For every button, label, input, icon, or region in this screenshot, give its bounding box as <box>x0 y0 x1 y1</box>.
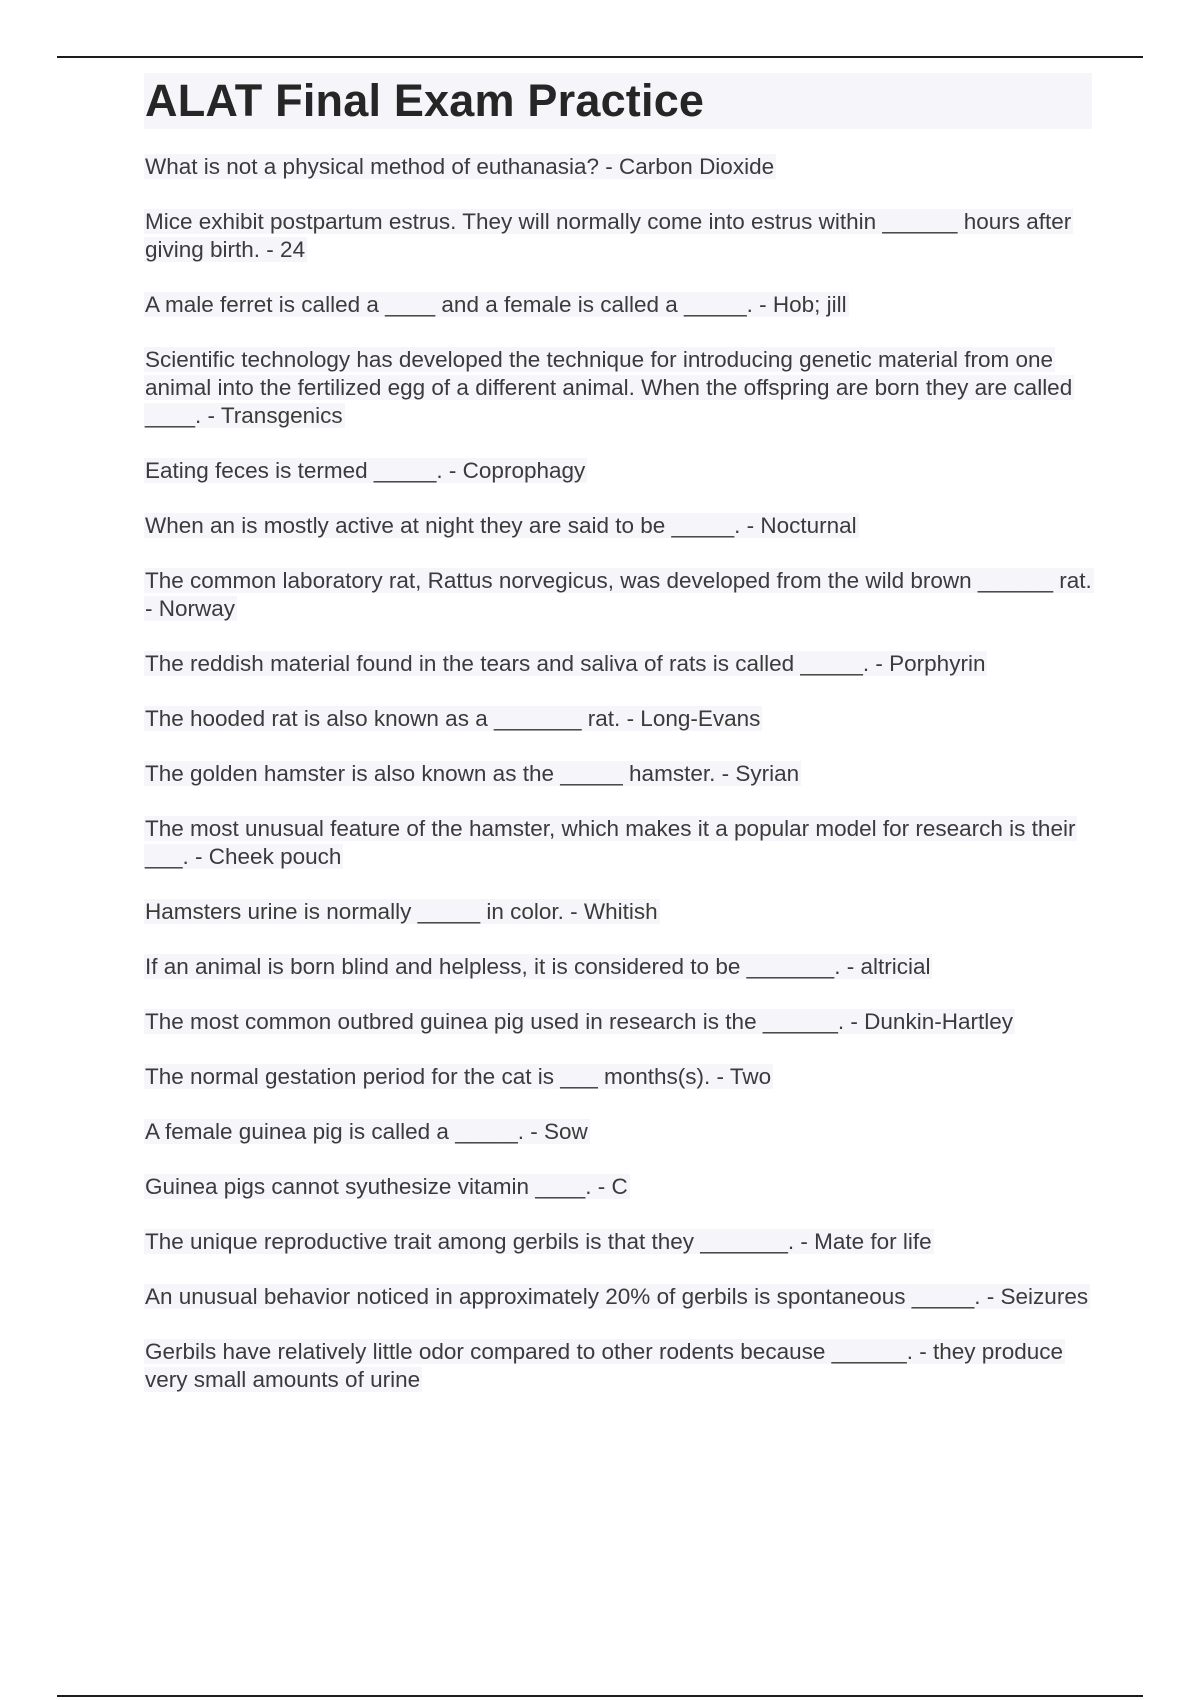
qa-item: When an is mostly active at night they are said to be _____. - Nocturnal <box>145 513 857 538</box>
page-title: ALAT Final Exam Practice <box>145 75 705 126</box>
qa-item: An unusual behavior noticed in approximately 20% of gerbils is spontaneous _____. - Seizures <box>145 1284 1089 1309</box>
qa-item: Scientific technology has developed the technique for introducing genetic material from one animal into the fertilized egg of a different animal. When the offspring are born they are called ____. - Transgenics <box>145 347 1073 428</box>
bottom-rule <box>57 1695 1143 1697</box>
qa-item: The reddish material found in the tears and saliva of rats is called _____. - Porphyrin <box>145 651 986 676</box>
qa-item: If an animal is born blind and helpless, it is considered to be _______. - altricial <box>145 954 931 979</box>
qa-item: The most common outbred guinea pig used in research is the ______. - Dunkin-Hartley <box>145 1009 1013 1034</box>
qa-item: Gerbils have relatively little odor compared to other rodents because ______. - they produce very small amounts of urine <box>145 1339 1064 1392</box>
qa-item: The golden hamster is also known as the _____ hamster. - Syrian <box>145 761 800 786</box>
qa-item: Guinea pigs cannot syuthesize vitamin ____. - C <box>145 1174 628 1199</box>
qa-item: Mice exhibit postpartum estrus. They will normally come into estrus within ______ hours after giving birth. - 24 <box>145 209 1072 262</box>
qa-item: A female guinea pig is called a _____. - Sow <box>145 1119 588 1144</box>
qa-item: The unique reproductive trait among gerbils is that they _______. - Mate for life <box>145 1229 932 1254</box>
qa-item: The common laboratory rat, Rattus norvegicus, was developed from the wild brown ______ rat. - Norway <box>145 568 1092 621</box>
qa-item: The most unusual feature of the hamster, which makes it a popular model for research is their ___. - Cheek pouch <box>145 816 1076 869</box>
qa-item: What is not a physical method of euthanasia? - Carbon Dioxide <box>145 154 775 179</box>
qa-item: Hamsters urine is normally _____ in color. - Whitish <box>145 899 658 924</box>
top-rule <box>57 56 1143 58</box>
qa-item: The normal gestation period for the cat is ___ months(s). - Two <box>145 1064 772 1089</box>
qa-list <box>144 153 1092 1394</box>
qa-item: A male ferret is called a ____ and a female is called a _____. - Hob; jill <box>145 292 847 317</box>
qa-item: Eating feces is termed _____. - Coprophagy <box>145 458 586 483</box>
title-band <box>144 73 1092 129</box>
document-page <box>144 73 1092 1421</box>
qa-item: The hooded rat is also known as a _______ rat. - Long-Evans <box>145 706 761 731</box>
